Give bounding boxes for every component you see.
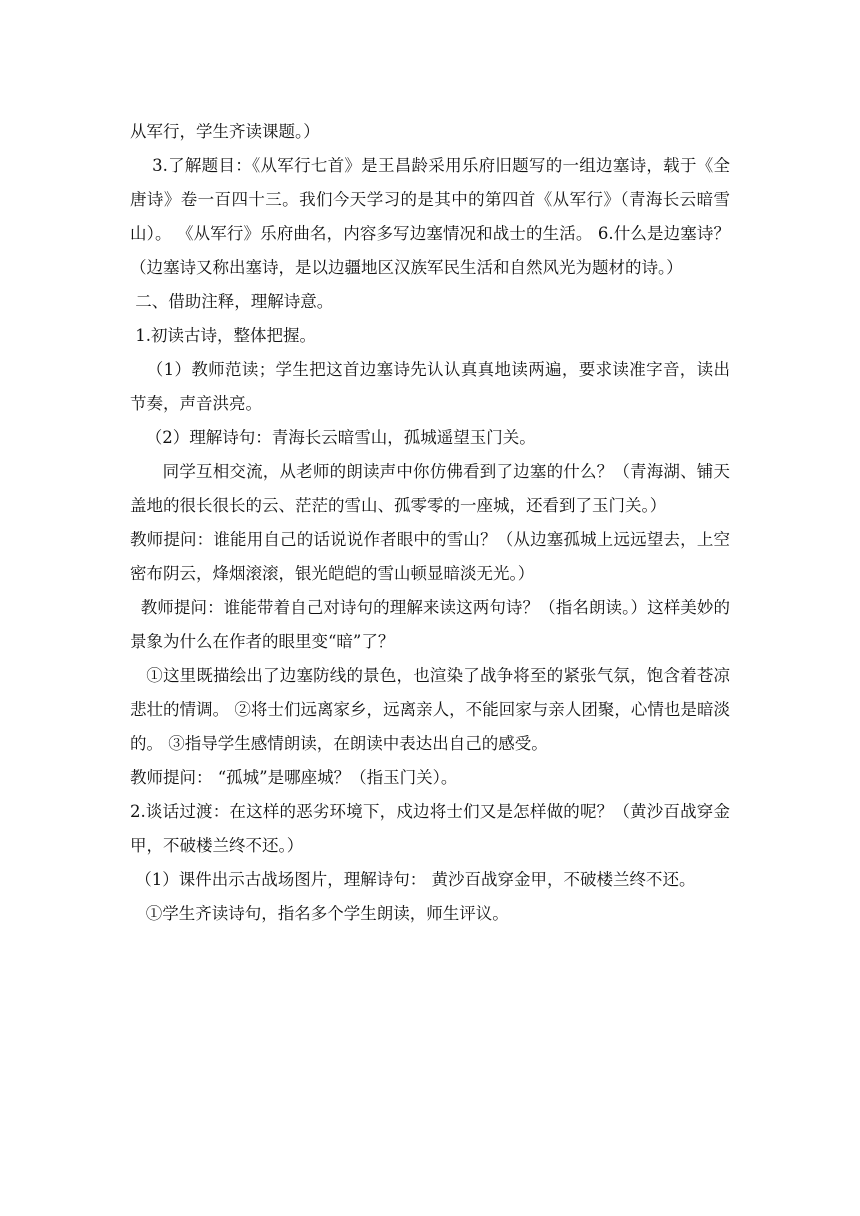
paragraph-teacher-question-city: 教师提问： “孤城”是哪座城？（指玉门关）。: [130, 768, 458, 787]
step-first-reading: 1.初读古诗，整体把握。: [130, 326, 316, 345]
paragraph-title-continuation: 从军行，学生齐读课题。）: [130, 122, 320, 141]
paragraph-teacher-reading: （1）教师范读；学生把这首边塞诗先认认真真地读两遍，要求读准字音，读出节奏，声音洪亮。: [130, 360, 730, 413]
paragraph-student-group-reading: ①学生齐读诗句，指名多个学生朗读，师生评议。: [130, 904, 509, 923]
document-body: [130, 115, 730, 931]
paragraph-explanation-points: ①这里既描绘出了边塞防线的景色，也渲染了战争将至的紧张气氛，饱含着苍凉悲壮的情调。 ②将士们远离家乡，远离亲人，不能回家与亲人团聚，心情也是暗淡的。 ③指导学生感情朗读，在朗读中表达出自己的感受。: [130, 666, 730, 753]
step-transition: 2.谈话过渡：在这样的恶劣环境下，戍边将士们又是怎样做的呢？（黄沙百战穿金甲，不破楼兰终不还。）: [130, 802, 730, 855]
paragraph-teacher-question-reading: 教师提问：谁能带着自己对诗句的理解来读这两句诗？（指名朗读。）这样美妙的景象为什么在作者的眼里变“暗”了？: [130, 598, 731, 651]
paragraph-understand-lines: （2）理解诗句：青海长云暗雪山，孤城遥望玉门关。: [130, 428, 536, 447]
paragraph-student-exchange: 同学互相交流，从老师的朗读声中你仿佛看到了边塞的什么？（青海湖、铺天盖地的很长很长的云、茫茫的雪山、孤零零的一座城，还看到了玉门关。）: [130, 462, 730, 515]
paragraph-teacher-question-snow: 教师提问：谁能用自己的话说说作者眼中的雪山？（从边塞孤城上远远望去，上空密布阴云，烽烟滚滚，银光皑皑的雪山顿显暗淡无光。）: [130, 530, 730, 583]
paragraph-battlefield-image: （1）课件出示古战场图片，理解诗句： 黄沙百战穿金甲，不破楼兰终不还。: [130, 870, 696, 889]
section-heading-annotations: 二、借助注释，理解诗意。: [130, 292, 334, 311]
paragraph-understand-title: 3.了解题目：《从军行七首》是王昌龄采用乐府旧题写的一组边塞诗，载于《全唐诗》卷一百四十三。我们今天学习的是其中的第四首《从军行》（青海长云暗雪山）。 《从军行》乐府曲名，内容多写边塞情况和战士的生活。 6.什么是边塞诗？（边塞诗又称出塞诗，是以边疆地区汉族军民生活和自然风光为题材的诗。）: [130, 156, 730, 277]
